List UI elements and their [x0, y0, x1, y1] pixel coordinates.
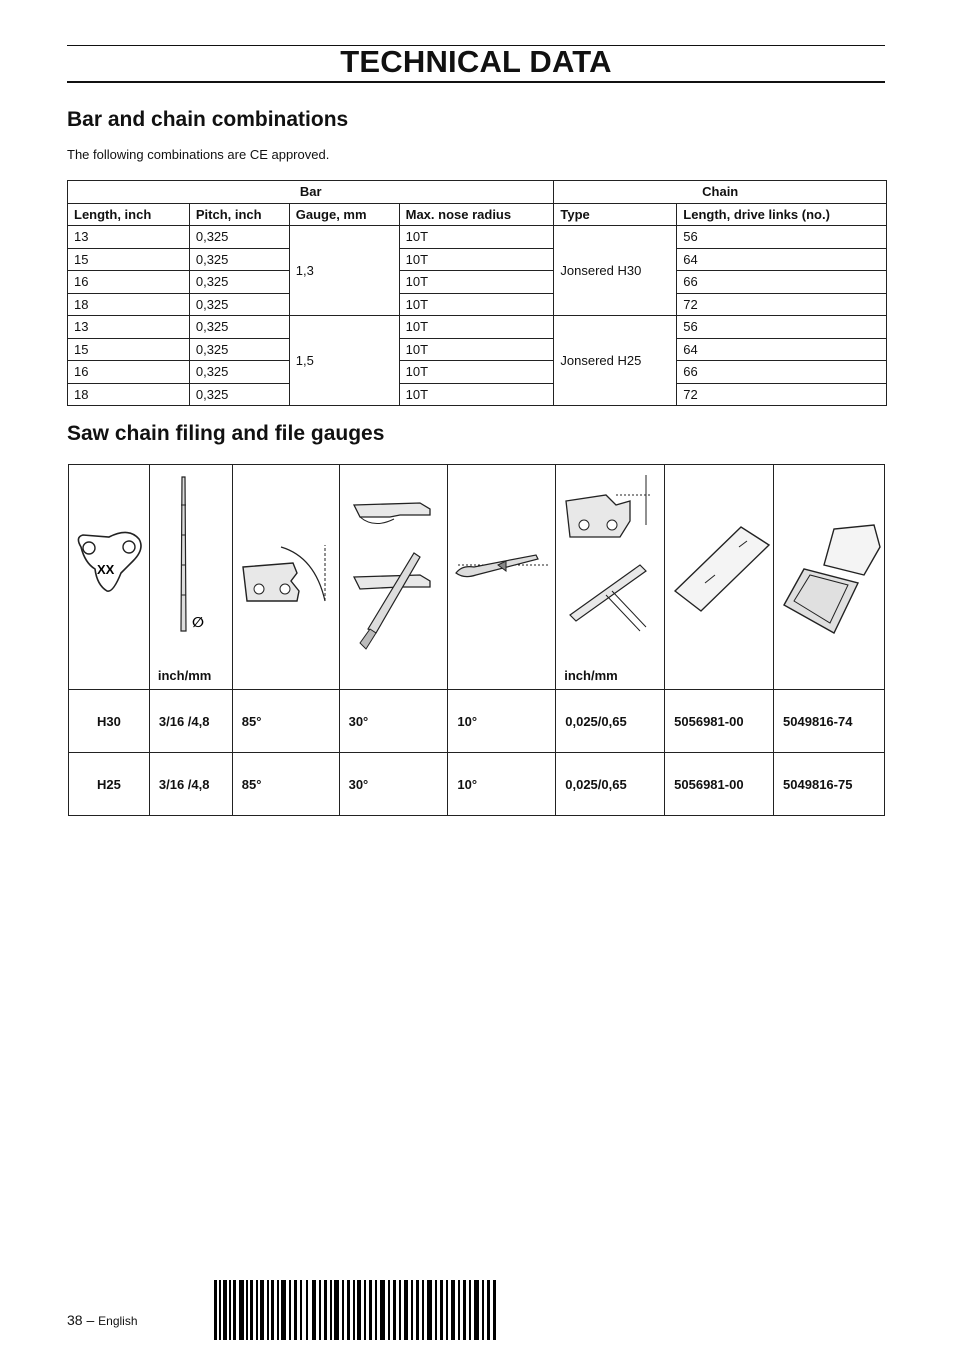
column-header: Max. nose radius — [399, 203, 554, 226]
cutter-top-plate-angle-icon — [233, 465, 339, 689]
cell-length: 16 — [68, 361, 190, 384]
section-heading-filing: Saw chain filing and file gauges — [67, 422, 385, 445]
table-column-header-row — [68, 203, 887, 226]
cell-chain-type: Jonsered H25 — [554, 316, 677, 406]
cell-tilt-angle: 10° — [448, 753, 556, 816]
illustration-cell — [448, 465, 556, 690]
cell-links: 64 — [677, 248, 887, 271]
cell-chain: H25 — [69, 753, 150, 816]
cell-combination-gauge: 5049816-74 — [774, 690, 885, 753]
table-row — [68, 361, 887, 384]
group-header-chain: Chain — [554, 181, 887, 204]
cell-radius: 10T — [399, 361, 554, 384]
cell-pitch: 0,325 — [189, 226, 289, 249]
table-group-header-row — [68, 181, 887, 204]
table-row — [68, 338, 887, 361]
column-header: Pitch, inch — [189, 203, 289, 226]
cell-links: 72 — [677, 293, 887, 316]
cell-top-plate-angle: 85° — [232, 690, 339, 753]
illustration-row — [69, 465, 885, 690]
cell-pitch: 0,325 — [189, 338, 289, 361]
cell-length: 16 — [68, 271, 190, 294]
bar-chain-table — [67, 180, 887, 406]
cell-file-size: 3/16 /4,8 — [149, 690, 232, 753]
cell-file-gauge: 5056981-00 — [665, 690, 774, 753]
depth-gauge-unit: inch/mm — [564, 668, 618, 683]
cell-links: 66 — [677, 271, 887, 294]
cell-length: 18 — [68, 293, 190, 316]
cell-depth-setting: 0,025/0,65 — [556, 753, 665, 816]
cell-combination-gauge: 5049816-75 — [774, 753, 885, 816]
table-row — [68, 316, 887, 339]
cell-radius: 10T — [399, 383, 554, 406]
depth-gauge-setting-icon — [556, 465, 664, 689]
page-title: TECHNICAL DATA — [340, 44, 612, 79]
illustration-cell — [665, 465, 774, 690]
cell-length: 18 — [68, 383, 190, 406]
title-bottom-rule — [67, 81, 885, 83]
cell-radius: 10T — [399, 271, 554, 294]
flat-file-gauge-icon — [665, 465, 773, 689]
page-number: 38 — [67, 1312, 83, 1328]
cell-pitch: 0,325 — [189, 316, 289, 339]
cell-gauge: 1,3 — [289, 226, 399, 316]
table-row — [69, 753, 885, 816]
cell-filing-angle: 30° — [339, 690, 448, 753]
cell-tilt-angle: 10° — [448, 690, 556, 753]
page-dash: – — [86, 1312, 95, 1328]
illustration-cell — [339, 465, 448, 690]
cell-pitch: 0,325 — [189, 361, 289, 384]
cell-links: 64 — [677, 338, 887, 361]
table-row — [68, 248, 887, 271]
round-file-icon — [150, 465, 232, 689]
cell-length: 15 — [68, 248, 190, 271]
cell-chain-type: Jonsered H30 — [554, 226, 677, 316]
cell-length: 13 — [68, 226, 190, 249]
cell-radius: 10T — [399, 293, 554, 316]
cell-pitch: 0,325 — [189, 293, 289, 316]
illustration-cell — [232, 465, 339, 690]
cell-length: 15 — [68, 338, 190, 361]
cell-links: 66 — [677, 361, 887, 384]
illustration-cell — [556, 465, 665, 690]
illustration-cell — [69, 465, 150, 690]
cell-links: 56 — [677, 226, 887, 249]
file-size-unit: inch/mm — [157, 668, 212, 683]
page-language: English — [98, 1314, 138, 1328]
cell-radius: 10T — [399, 316, 554, 339]
chain-link-label: XX — [97, 562, 115, 577]
cell-depth-setting: 0,025/0,65 — [556, 690, 665, 753]
file-tilt-angle-icon — [448, 465, 555, 689]
cell-pitch: 0,325 — [189, 248, 289, 271]
page-footer — [67, 1312, 138, 1328]
column-header: Type — [554, 203, 677, 226]
section-heading-bar-chain: Bar and chain combinations — [67, 108, 349, 131]
group-header-bar: Bar — [68, 181, 554, 204]
file-holder-angle-icon — [340, 465, 448, 689]
cell-file-gauge: 5056981-00 — [665, 753, 774, 816]
cell-pitch: 0,325 — [189, 383, 289, 406]
table-row — [68, 226, 887, 249]
cell-pitch: 0,325 — [189, 271, 289, 294]
intro-text: The following combinations are CE approved. — [67, 147, 330, 162]
cell-chain: H30 — [69, 690, 150, 753]
cell-links: 56 — [677, 316, 887, 339]
column-header: Gauge, mm — [289, 203, 399, 226]
illustration-cell — [774, 465, 885, 690]
illustration-cell — [149, 465, 232, 690]
table-row — [69, 690, 885, 753]
cell-top-plate-angle: 85° — [232, 753, 339, 816]
cell-radius: 10T — [399, 226, 554, 249]
column-header: Length, drive links (no.) — [677, 203, 887, 226]
table-row — [68, 383, 887, 406]
chain-link-icon — [69, 465, 149, 689]
cell-radius: 10T — [399, 338, 554, 361]
barcode-icon — [214, 1280, 496, 1340]
cell-links: 72 — [677, 383, 887, 406]
diameter-symbol: ∅ — [191, 615, 204, 631]
cell-length: 13 — [68, 316, 190, 339]
table-row — [68, 271, 887, 294]
cell-filing-angle: 30° — [339, 753, 448, 816]
cell-file-size: 3/16 /4,8 — [149, 753, 232, 816]
table-row — [68, 293, 887, 316]
cell-gauge: 1,5 — [289, 316, 399, 406]
filing-gauge-table — [68, 464, 885, 816]
cell-radius: 10T — [399, 248, 554, 271]
combination-file-gauge-icon — [774, 465, 884, 689]
column-header: Length, inch — [68, 203, 190, 226]
